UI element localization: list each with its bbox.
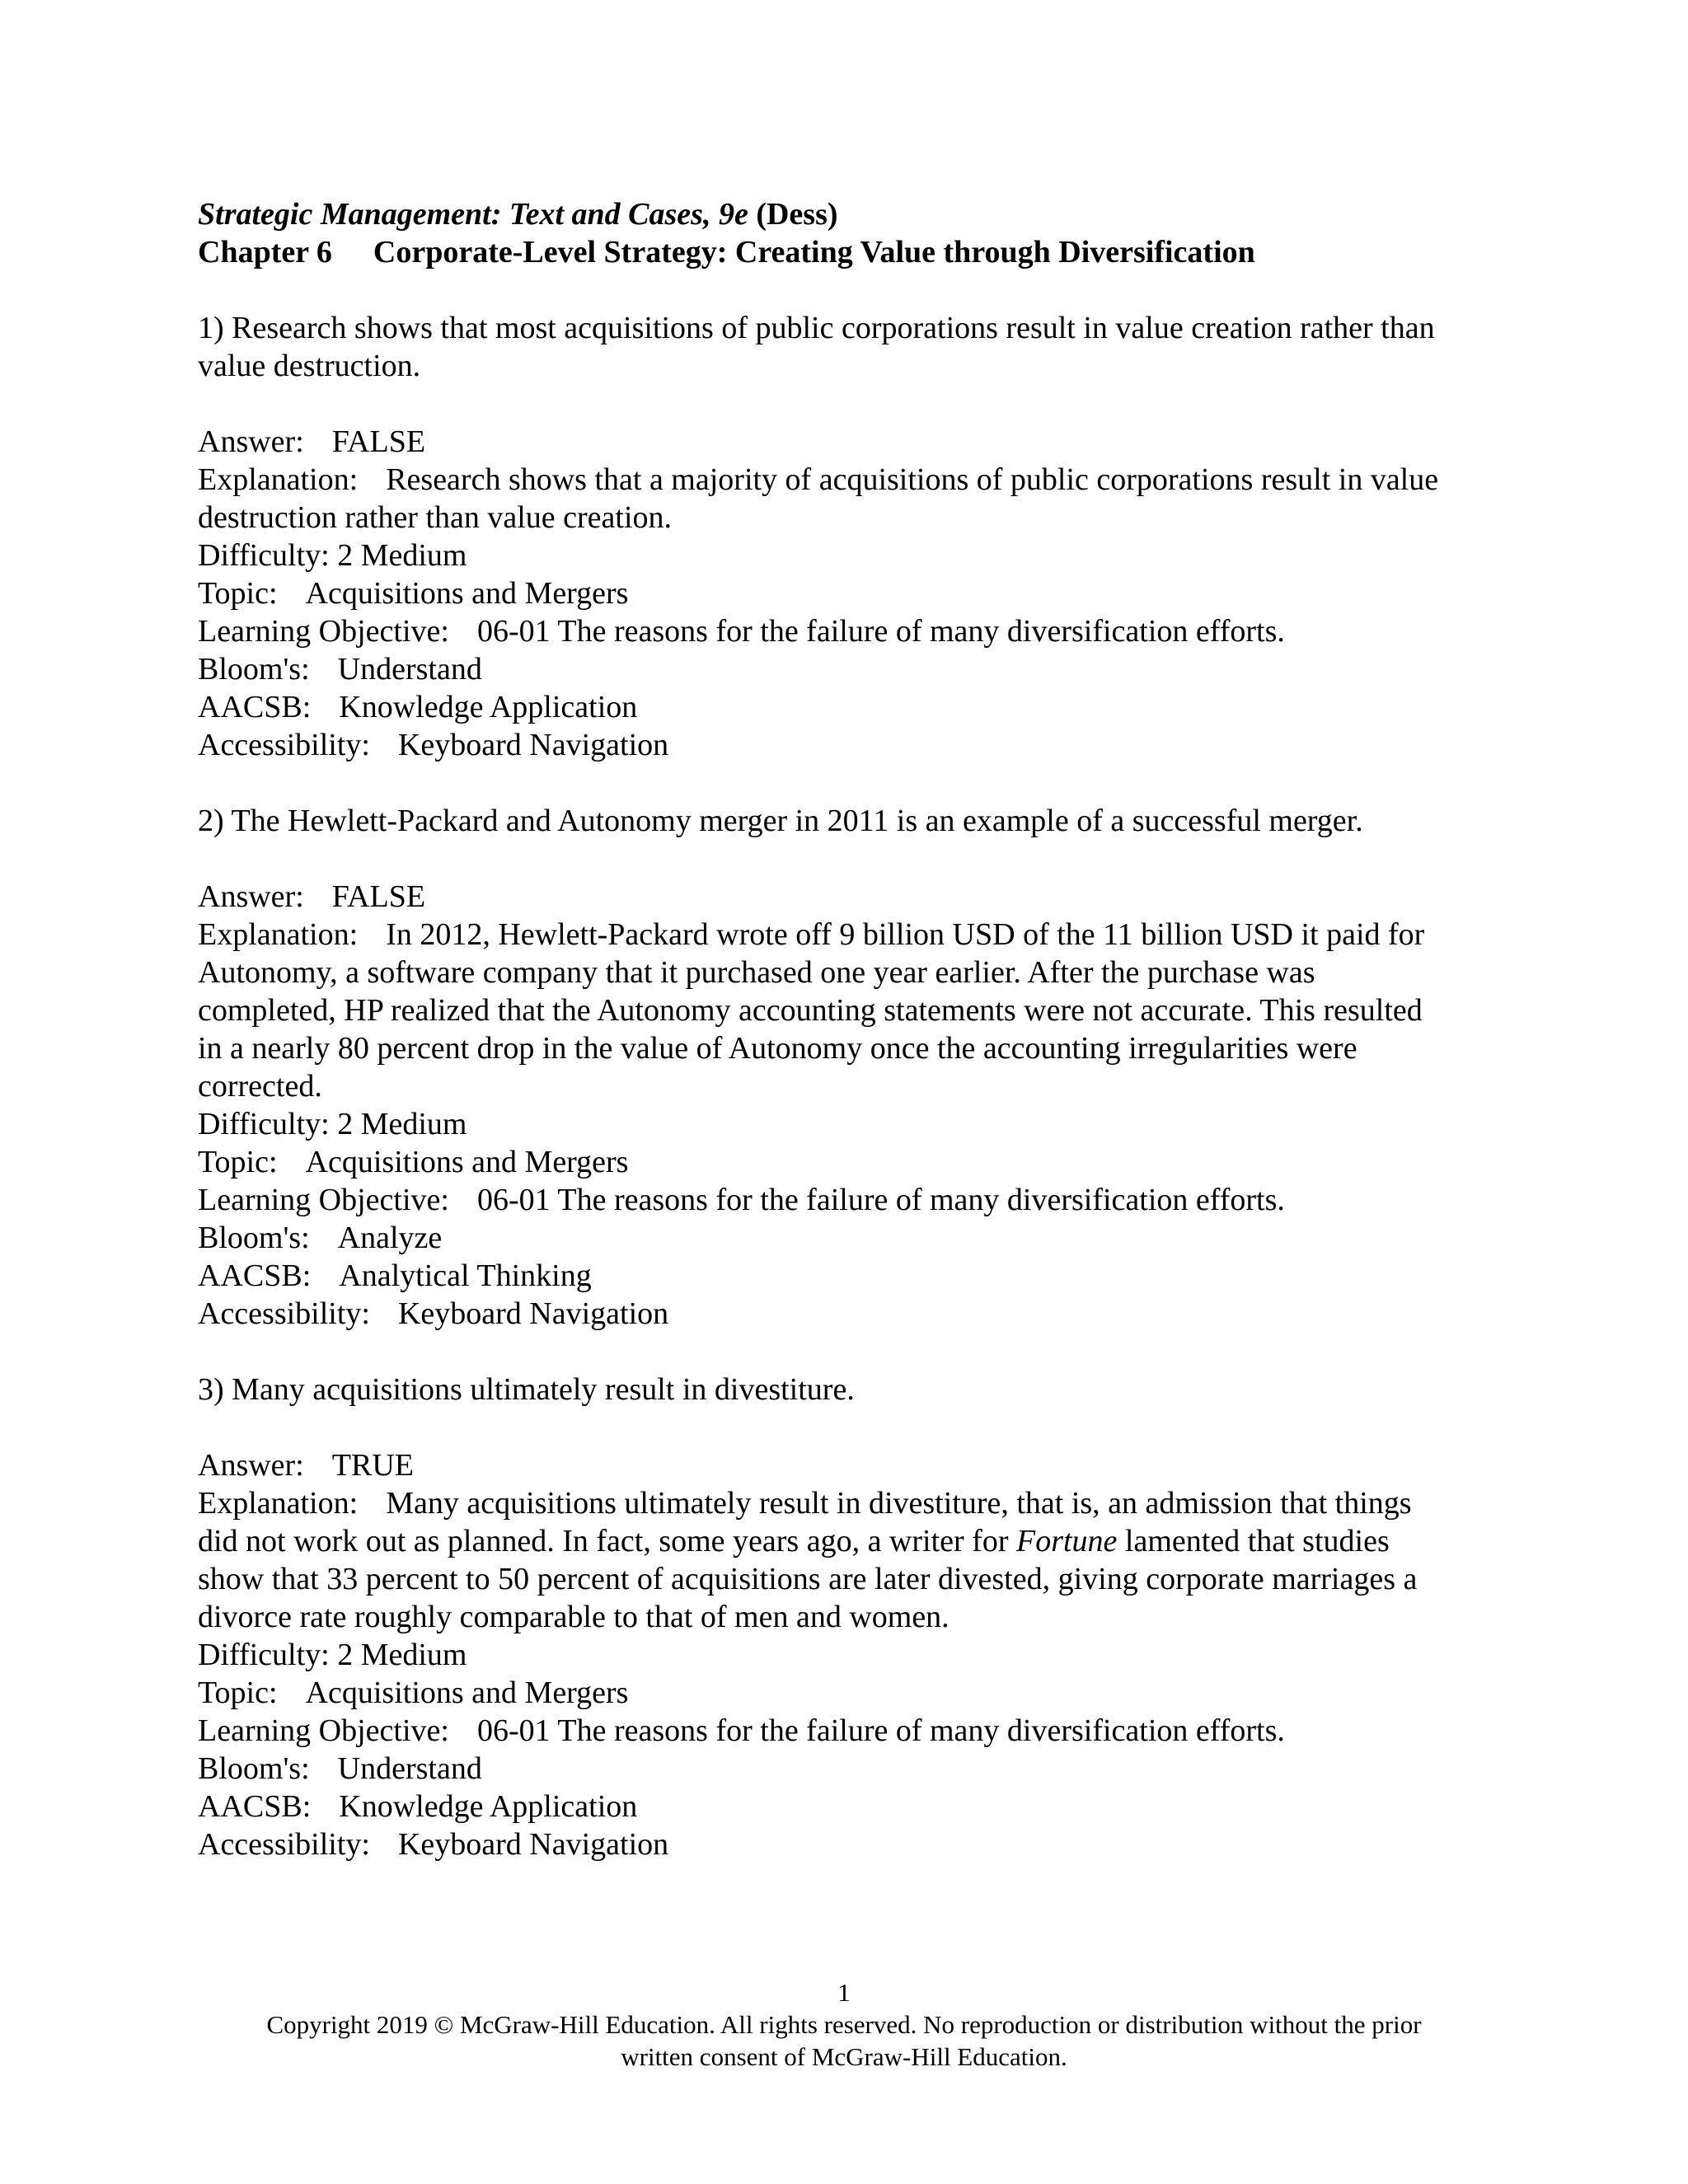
difficulty-line: Difficulty: 2 Medium [198, 1107, 467, 1141]
explanation-text: corrected. [198, 1069, 322, 1104]
answer-value: FALSE [331, 424, 426, 459]
answer-value: FALSE [331, 879, 426, 914]
aacsb-label: AACSB: [198, 1258, 312, 1293]
explanation-label: Explanation: [198, 462, 359, 497]
question-text: 3) Many acquisitions ultimately result in divestiture. [198, 1372, 855, 1407]
blooms-label: Bloom's: [198, 652, 310, 687]
blooms-label: Bloom's: [198, 1221, 310, 1255]
topic-value: Acquisitions and Mergers [305, 1675, 629, 1710]
explanation-text: did not work out as planned. In fact, some years ago, a writer for [198, 1524, 1009, 1558]
topic-line [198, 574, 1517, 612]
aacsb-label: AACSB: [198, 690, 312, 724]
accessibility-value: Keyboard Navigation [397, 1296, 669, 1331]
question-text: 1) Research shows that most acquisitions of public corporations result in value creation rather than [198, 311, 1435, 345]
chapter-title: Corporate-Level Strategy: Creating Value through Diversification [373, 235, 1255, 269]
accessibility-value: Keyboard Navigation [397, 728, 669, 762]
question-text: 2) The Hewlett-Packard and Autonomy merger in 2011 is an example of a successful merger. [198, 804, 1363, 838]
explanation-text: show that 33 percent to 50 percent of acquisitions are later divested, giving corporate marriages a [198, 1562, 1418, 1596]
accessibility-line [198, 1825, 1517, 1863]
topic-line [198, 1143, 1517, 1181]
aacsb-value: Analytical Thinking [339, 1258, 592, 1293]
book-author: (Dess) [756, 197, 838, 232]
blooms-value: Understand [337, 652, 482, 687]
answer-label: Answer: [198, 879, 304, 914]
explanation-line [198, 461, 1517, 499]
accessibility-label: Accessibility: [198, 1827, 370, 1862]
explanation-text: Research shows that a majority of acquisitions of public corporations result in value [386, 462, 1439, 497]
copyright-text: Copyright 2019 © McGraw-Hill Education. All rights reserved. No reproduction or distribution without the prior [266, 2010, 1422, 2039]
chapter-label: Chapter 6 [198, 235, 332, 269]
aacsb-line [198, 1257, 1517, 1295]
objective-label: Learning Objective: [198, 1183, 449, 1217]
question-1 [198, 309, 1517, 764]
question-text: value destruction. [198, 349, 421, 383]
topic-value: Acquisitions and Mergers [305, 576, 629, 611]
topic-line [198, 1674, 1517, 1712]
topic-label: Topic: [198, 1675, 278, 1710]
topic-label: Topic: [198, 576, 278, 611]
accessibility-value: Keyboard Navigation [397, 1827, 669, 1862]
blooms-line [198, 1219, 1517, 1257]
chapter-header [198, 233, 1517, 271]
accessibility-label: Accessibility: [198, 728, 370, 762]
objective-label: Learning Objective: [198, 614, 449, 649]
page-footer [0, 1976, 1688, 2073]
book-title: Strategic Management: Text and Cases, 9e [198, 197, 748, 232]
page-content [198, 195, 1517, 1863]
aacsb-value: Knowledge Application [339, 690, 638, 724]
objective-value: 06-01 The reasons for the failure of many diversification efforts. [476, 1183, 1285, 1217]
explanation-line [198, 1522, 1517, 1560]
blooms-value: Understand [337, 1751, 482, 1786]
answer-line [198, 878, 1517, 916]
explanation-text: completed, HP realized that the Autonomy accounting statements were not accurate. This resulted [198, 993, 1423, 1028]
book-header [198, 195, 1517, 233]
topic-label: Topic: [198, 1145, 278, 1179]
objective-value: 06-01 The reasons for the failure of many diversification efforts. [476, 614, 1285, 649]
accessibility-label: Accessibility: [198, 1296, 370, 1331]
explanation-label: Explanation: [198, 917, 359, 952]
explanation-text: Many acquisitions ultimately result in divestiture, that is, an admission that things [386, 1486, 1412, 1521]
explanation-text: lamented that studies [1124, 1524, 1390, 1558]
blooms-value: Analyze [337, 1221, 443, 1255]
answer-label: Answer: [198, 424, 304, 459]
objective-label: Learning Objective: [198, 1713, 449, 1748]
answer-label: Answer: [198, 1448, 304, 1483]
page-number: 1 [837, 1978, 851, 2007]
answer-value: TRUE [331, 1448, 414, 1483]
question-3 [198, 1371, 1517, 1863]
explanation-line [198, 1484, 1517, 1522]
explanation-text: destruction rather than value creation. [198, 500, 673, 535]
explanation-text: in a nearly 80 percent drop in the value of Autonomy once the accounting irregularities were [198, 1031, 1357, 1066]
question-2 [198, 802, 1517, 1333]
blooms-label: Bloom's: [198, 1751, 310, 1786]
answer-line [198, 1446, 1517, 1484]
aacsb-value: Knowledge Application [339, 1789, 638, 1824]
explanation-text: In 2012, Hewlett-Packard wrote off 9 billion USD of the 11 billion USD it paid for [386, 917, 1425, 952]
publication-title: Fortune [1015, 1524, 1118, 1558]
objective-line [198, 612, 1517, 650]
explanation-text: divorce rate roughly comparable to that of men and women. [198, 1600, 950, 1634]
objective-line [198, 1712, 1517, 1750]
accessibility-line [198, 726, 1517, 764]
explanation-line [198, 916, 1517, 954]
aacsb-label: AACSB: [198, 1789, 312, 1824]
answer-line [198, 423, 1517, 461]
explanation-label: Explanation: [198, 1486, 359, 1521]
objective-line [198, 1181, 1517, 1219]
aacsb-line [198, 688, 1517, 726]
objective-value: 06-01 The reasons for the failure of many diversification efforts. [476, 1713, 1285, 1748]
copyright-text: written consent of McGraw-Hill Education. [621, 2042, 1067, 2071]
blooms-line [198, 1750, 1517, 1788]
difficulty-line: Difficulty: 2 Medium [198, 538, 467, 573]
aacsb-line [198, 1788, 1517, 1825]
accessibility-line [198, 1295, 1517, 1333]
topic-value: Acquisitions and Mergers [305, 1145, 629, 1179]
blooms-line [198, 650, 1517, 688]
explanation-text: Autonomy, a software company that it purchased one year earlier. After the purchase was [198, 955, 1315, 990]
difficulty-line: Difficulty: 2 Medium [198, 1638, 467, 1672]
